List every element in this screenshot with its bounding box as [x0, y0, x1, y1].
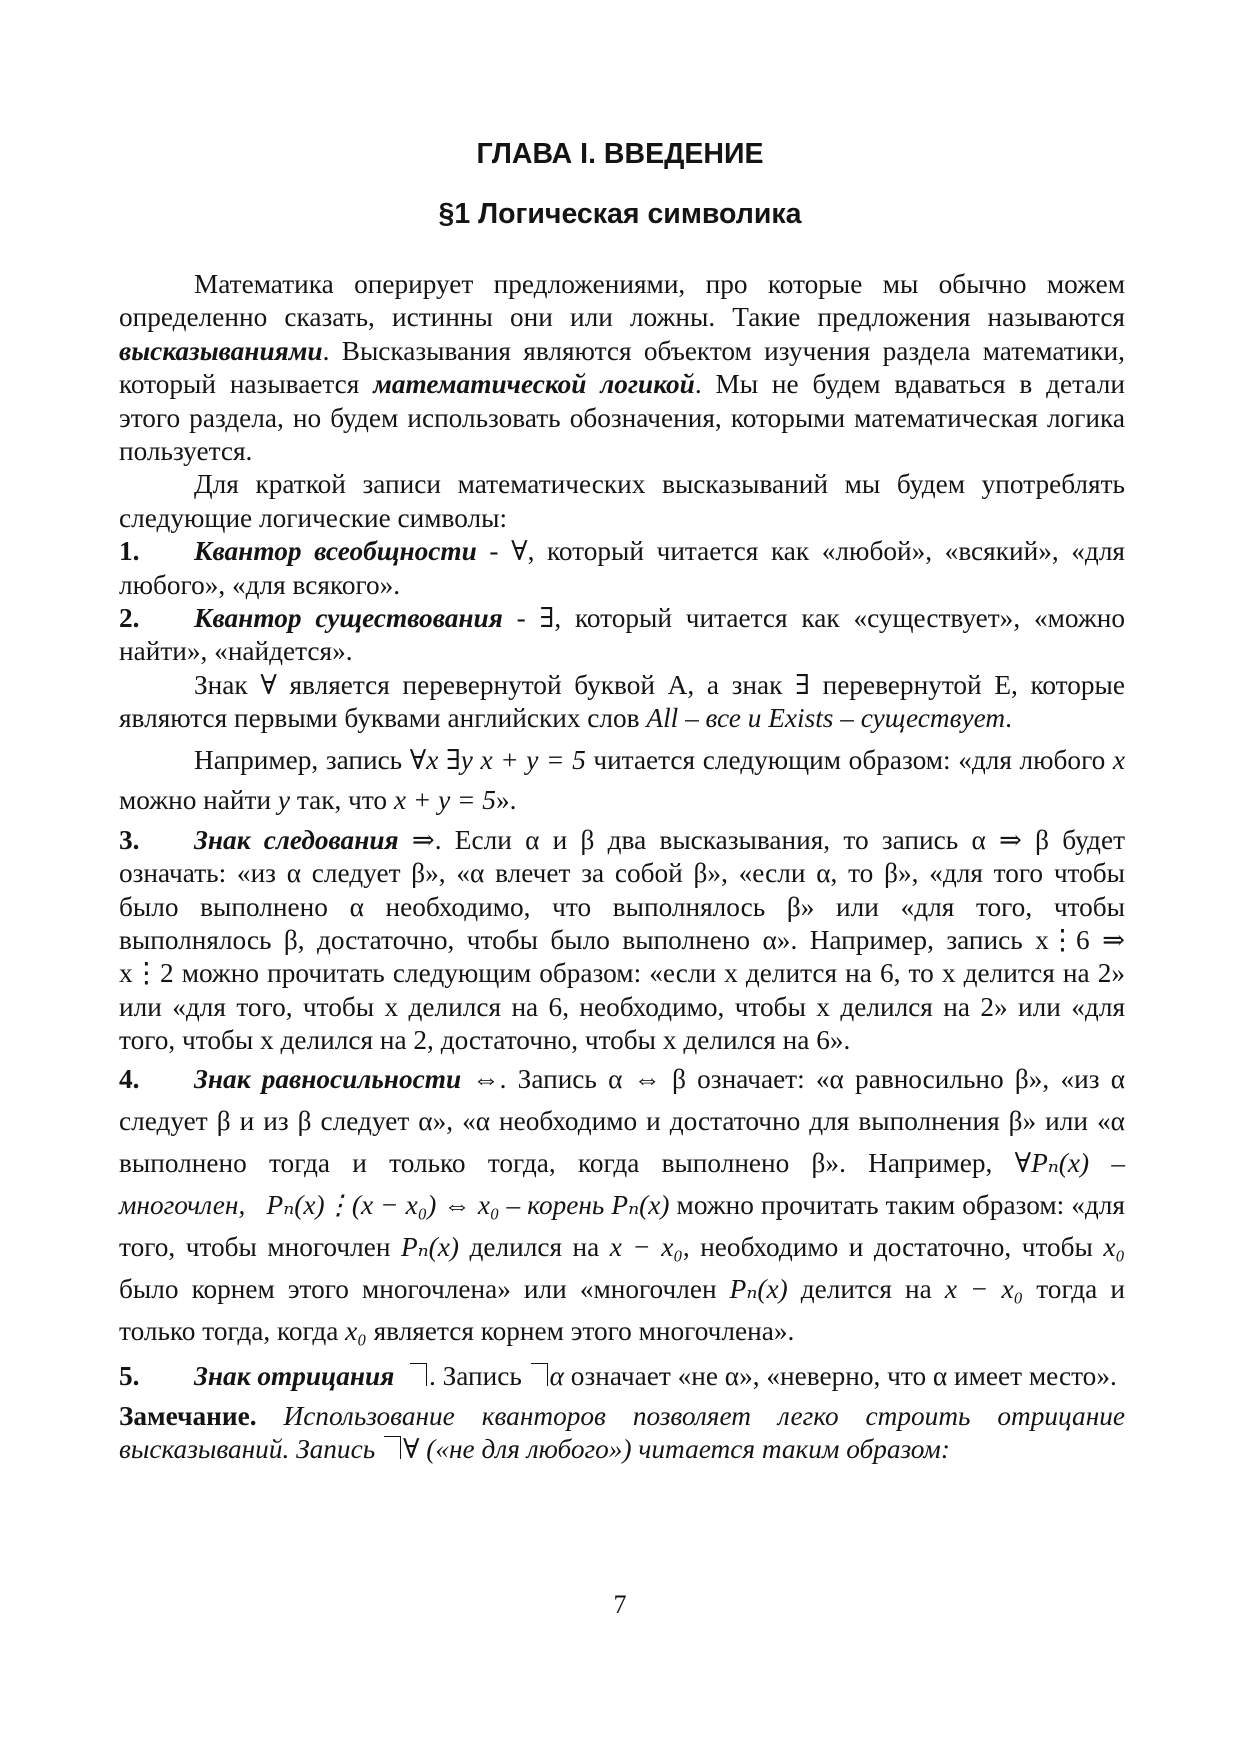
text: , необходимо и достаточно, чтобы — [682, 1231, 1104, 1262]
formula: x − x₀ — [944, 1273, 1024, 1304]
text: ⇔. Запись α ⇔ β означает: «α равносильно β», «из α следует β и из β следует α», «α необходимо и достаточно для выполнения β» или «α выполнено тогда и только тогда, когда выполнено β». Например, — [119, 1063, 1125, 1178]
term-equivalence: Знак равносильности — [194, 1063, 462, 1094]
text: Например, запись — [194, 744, 410, 775]
formula: x − x₀ — [609, 1231, 683, 1262]
var-y: y — [277, 784, 291, 815]
text: . — [1005, 703, 1012, 734]
item-number: 4. — [119, 1063, 140, 1094]
item-text: - ∃, который читается как «существует», «можно найти», «найдется». — [119, 603, 1125, 667]
chapter-title: ГЛАВА I. ВВЕДЕНИЕ — [476, 138, 764, 170]
term-math-logic: математической логикой — [373, 369, 695, 400]
text: является корнем этого многочлена». — [366, 1315, 795, 1346]
forall-symbol: ∀ — [402, 1433, 420, 1464]
list-item-1 — [119, 535, 1125, 602]
text: можно найти — [119, 784, 278, 815]
text: означает «не α», «неверно, что α имеет место». — [563, 1360, 1117, 1391]
negation-symbol-icon — [531, 1363, 548, 1386]
paragraph-quantifier-origin — [119, 669, 1125, 736]
page-body — [119, 268, 1125, 1466]
list-item-4 — [119, 1058, 1125, 1352]
term-negation: Знак отрицания — [194, 1360, 395, 1391]
negation-symbol-icon — [410, 1363, 427, 1386]
text: ». — [495, 784, 517, 815]
english-words: All – все и Exists – существует — [646, 703, 1006, 734]
item-text: ⇒. Если α и β два высказывания, то запись α ⇒ β будет означать: «из α следует β», «α влечет за собой β», «если α, то β», «для того чтобы было выполнено α необходимо, что выполнялось β» или «для того, чтобы выполнялось β, достаточно, чтобы было выполнено α». Например, запись x⋮6 ⇒ x⋮2 можно прочитать следующим образом: «если x делится на 6, то x делится на 2» или «для того, чтобы x делился на 6, необходимо, чтобы x делился на 2» или «для того, чтобы x делился на 2, достаточно, чтобы x делился на 6». — [119, 824, 1125, 1056]
remark-label: Замечание. — [119, 1400, 257, 1431]
paragraph-symbols-intro: Для краткой записи математических высказываний мы будем употреблять следующие логические символы: — [119, 469, 1125, 533]
list-item-3 — [119, 824, 1125, 1058]
text: Знак ∀ является перевернутой буквой A, а знак ∃ перевернутой E, которые являются первыми буквами английских слов — [119, 669, 1125, 734]
formula: ∀x ∃y x + y = 5 — [409, 744, 586, 775]
text: . Высказывания являются объектом изучения раздела математики, который называется — [119, 335, 1125, 400]
formula: x₀ — [1103, 1231, 1125, 1262]
negation-symbol-icon — [384, 1436, 401, 1459]
text: так, что — [290, 784, 394, 815]
item-number: 2. — [119, 603, 140, 634]
list-item-2 — [119, 602, 1125, 669]
term-existential-quantifier: Квантор существования — [194, 603, 503, 634]
text: было корнем этого многочлена» или «многочлен — [119, 1273, 730, 1304]
paragraph-intro — [119, 268, 1125, 468]
remark-text: («не для любого») читается таким образом: — [419, 1433, 950, 1464]
text: читается следующим образом: «для любого — [585, 744, 1113, 775]
formula: Pₙ(x)⋮(x − x₀) ⇔ x₀ – корень Pₙ(x) — [266, 1189, 670, 1220]
formula: x + y = 5 — [393, 784, 496, 815]
text: Математика оперирует предложениями, про которые мы обычно можем определенно сказать, истинны они или ложны. Такие предложения называются — [119, 269, 1125, 333]
list-item-5 — [119, 1356, 1125, 1396]
formula: ∀Pₙ(x) – многочлен, — [119, 1147, 1125, 1220]
formula: x₀ — [345, 1315, 367, 1346]
remark-text: Использование кванторов позволяет легко строить отрицание высказываний. Запись — [119, 1400, 1125, 1464]
item-number: 1. — [119, 536, 140, 567]
paragraph-example — [119, 740, 1125, 820]
formula: Pₙ(x) — [729, 1273, 788, 1304]
var-x: x — [1112, 744, 1125, 775]
item-number: 3. — [119, 824, 140, 855]
text: делился на — [458, 1231, 610, 1262]
section-title: §1 Логическая символика — [438, 198, 802, 230]
term-implication: Знак следования — [194, 824, 399, 855]
page-number: 7 — [613, 1590, 627, 1619]
text: тогда и только тогда, когда — [119, 1273, 1125, 1346]
remark — [119, 1400, 1125, 1467]
item-number: 5. — [119, 1360, 140, 1391]
text: делится на — [787, 1273, 945, 1304]
text: можно прочитать таким образом: «для того, чтобы многочлен — [119, 1189, 1125, 1262]
text: . Запись — [428, 1360, 529, 1391]
text: . Мы не будем вдаваться в детали этого раздела, но будем использовать обозначения, которыми математическая логика пользуется. — [119, 369, 1126, 467]
term-universal-quantifier: Квантор всеобщности — [194, 536, 477, 567]
term-statements: высказываниями — [119, 335, 323, 366]
formula: Pₙ(x) — [400, 1231, 459, 1262]
var-alpha: α — [549, 1360, 564, 1391]
item-text: - ∀, который читается как «любой», «всякий», «для любого», «для всякого». — [119, 536, 1125, 600]
